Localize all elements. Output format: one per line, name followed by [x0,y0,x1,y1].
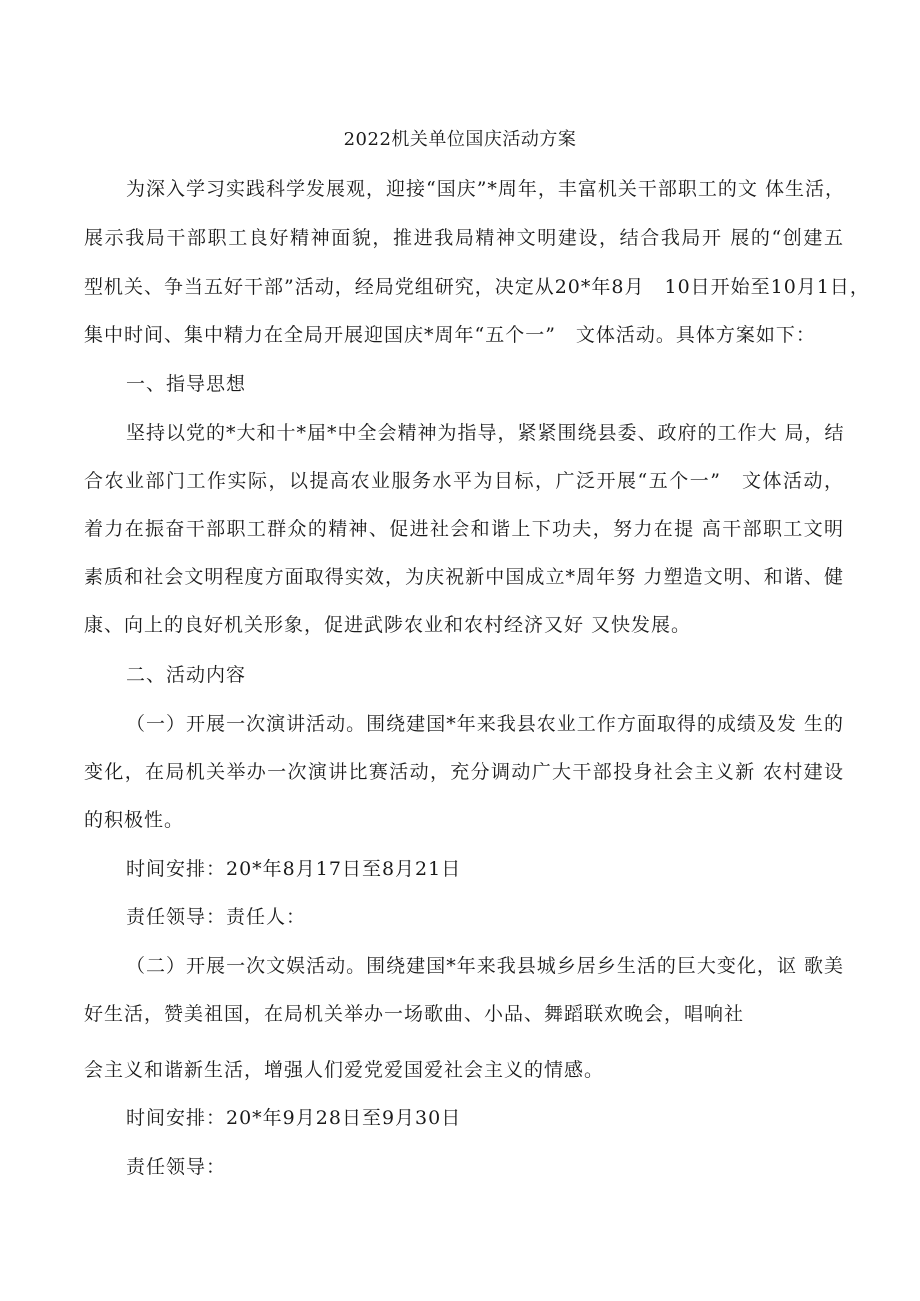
entertainment-responsible: 责任领导： [126,1156,227,1178]
paragraph-intro-line-4: 集中时间、集中精力在全局开展迎国庆*周年“五个一” 文体活动。具体方案如下： [84,324,816,346]
paragraph-guiding-line-5: 康、向上的良好机关形象，促进武陟农业和农村经济又好 又快发展。 [84,614,692,636]
paragraph-intro-line-1: 为深入学习实践科学发展观，迎接“国庆”*周年，丰富机关干部职工的文 体生活， [126,178,845,200]
paragraph-guiding-line-2: 合农业部门工作实际，以提高农业服务水平为目标，广泛开展“五个一” 文体活动， [84,470,844,492]
paragraph-entertainment-line-1: （二）开展一次文娱活动。围绕建国*年来我县城乡居乡生活的巨大变化，讴 歌美 [126,955,844,977]
paragraph-entertainment-line-3: 会主义和谐新生活，增强人们爱党爱国爱社会主义的情感。 [84,1059,605,1081]
paragraph-speech-line-1: （一）开展一次演讲活动。围绕建国*年来我县农业工作方面取得的成绩及发 生的 [126,713,844,735]
paragraph-entertainment-line-2: 好生活，赞美祖国，在局机关举办一场歌曲、小品、舞蹈联欢晚会，唱响社 [84,1003,745,1025]
speech-responsible: 责任领导：责任人： [126,906,307,928]
paragraph-guiding-line-3: 着力在振奋干部职工群众的精神、促进社会和谐上下功夫，努力在提 高干部职工文明 [84,518,844,540]
paragraph-speech-line-3: 的积极性。 [84,809,185,831]
entertainment-schedule: 时间安排：20*年9月28日至9月30日 [126,1107,462,1129]
paragraph-speech-line-2: 变化，在局机关举办一次演讲比赛活动，充分调动广大干部投身社会主义新 农村建设 [84,761,844,783]
section-heading-guiding-thought: 一、指导思想 [126,373,247,395]
speech-schedule: 时间安排：20*年8月17日至8月21日 [126,858,462,880]
paragraph-guiding-line-1: 坚持以党的*大和十*届*中全会精神为指导，紧紧围绕县委、政府的工作大 局，结 [126,422,845,444]
section-heading-activity-content: 二、活动内容 [126,664,247,686]
paragraph-guiding-line-4: 素质和社会文明程度方面取得实效，为庆祝新中国成立*周年努 力塑造文明、和谐、健 [84,566,844,588]
paragraph-intro-line-3: 型机关、争当五好干部”活动，经局党组研究，决定从20*年8月 10日开始至10月1日， [84,276,870,298]
document-title: 2022机关单位国庆活动方案 [343,129,577,150]
paragraph-intro-line-2: 展示我局干部职工良好精神面貌，推进我局精神文明建设，结合我局开 展的“创建五 [84,227,844,249]
